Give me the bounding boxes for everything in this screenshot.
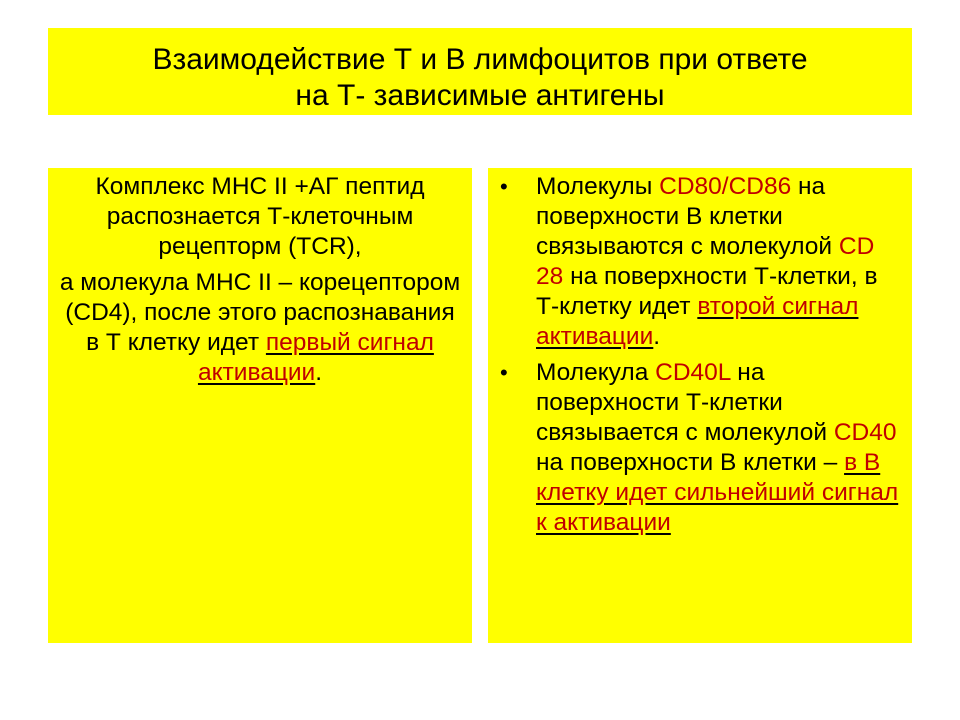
bullet-1-text-1: Молекулы bbox=[536, 173, 660, 200]
left-paragraph-2-end: . bbox=[315, 359, 323, 386]
bullet-1-end: . bbox=[653, 323, 661, 350]
bullet-1-text-3: на поверхности Т-клетки, в Т-клетку идет bbox=[536, 263, 878, 320]
left-paragraph-2-text: а молекула МНС II – корецептором (CD4), после этого распознавания в Т клетку идет bbox=[59, 269, 461, 356]
first-signal-link[interactable]: первый сигнал активации bbox=[197, 329, 434, 386]
cd80-cd86-term: CD80/CD86 bbox=[659, 173, 792, 200]
slide-title bbox=[48, 42, 912, 114]
slide-title-line-1: Взаимодействие Т и В лимфоцитов при ответе bbox=[152, 43, 808, 76]
bullet-2-text-2: на поверхности Т-клетки связывается с молекулой bbox=[536, 359, 834, 446]
left-panel-text bbox=[58, 172, 462, 388]
bullet-list bbox=[488, 172, 912, 538]
second-signal-link[interactable]: второй сигнал активации bbox=[536, 293, 859, 350]
left-panel bbox=[48, 168, 472, 643]
bullet-dot: • bbox=[500, 174, 508, 199]
left-paragraph-1: Комплекс МНС II +АГ пептид распознается Т-клеточным рецепторм (TCR), bbox=[95, 173, 425, 260]
cd40-term: CD40 bbox=[833, 419, 897, 446]
cd40l-term: CD40L bbox=[655, 359, 731, 386]
bullet-item-1 bbox=[488, 172, 912, 352]
cd28-term: CD 28 bbox=[536, 233, 875, 290]
right-panel bbox=[488, 168, 912, 643]
left-paragraph-2 bbox=[58, 268, 462, 388]
bullet-dot: • bbox=[500, 360, 508, 385]
bullet-2-text-3: на поверхности В клетки – bbox=[536, 449, 845, 476]
strongest-signal-link[interactable]: в В клетку идет сильнейший сигнал к активации bbox=[536, 449, 899, 536]
bullet-item-2 bbox=[488, 358, 912, 538]
bullet-1-text-2: на поверхности В клетки связываются с молекулой bbox=[536, 173, 839, 260]
title-banner bbox=[48, 28, 912, 115]
bullet-2-text-1: Молекула bbox=[536, 359, 656, 386]
slide-title-line-2: на Т- зависимые антигены bbox=[295, 79, 665, 112]
